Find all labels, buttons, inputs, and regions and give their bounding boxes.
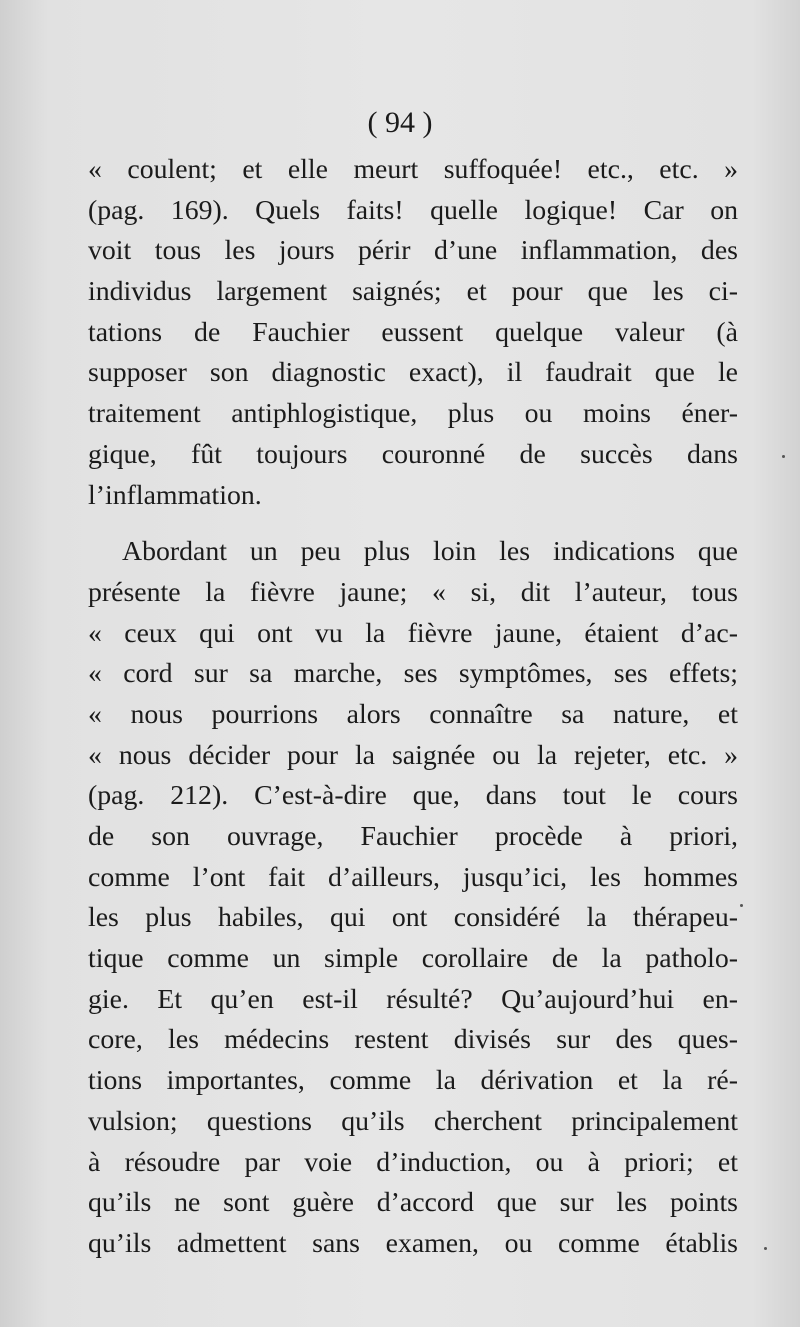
- page-number: ( 94 ): [367, 106, 433, 139]
- text-line: « coulent; et elle meurt suffoquée! etc., etc. »: [88, 154, 738, 185]
- text-line: qu’ils admettent sans examen, ou comme établis: [88, 1227, 738, 1259]
- text-line: (pag. 169). Quels faits! quelle logique! Car on: [88, 194, 738, 226]
- text-line: « cord sur sa marche, ses symptômes, ses effets;: [88, 658, 738, 690]
- text-line: « ceux qui ont vu la fièvre jaune, étaient d’ac-: [88, 617, 738, 649]
- text-line: vulsion; questions qu’ils cherchent principalement: [88, 1105, 738, 1137]
- text-line: gie. Et qu’en est-il résulté? Qu’aujourd’hui en-: [88, 983, 738, 1015]
- paper-speck: [782, 455, 785, 458]
- text-line: Abordant un peu plus loin les indications que: [122, 536, 738, 568]
- text-line: « nous décider pour la saignée ou la rejeter, etc. »: [88, 739, 738, 771]
- text-line: supposer son diagnostic exact), il faudrait que le: [88, 357, 738, 389]
- text-line: traitement antiphlogistique, plus ou moins éner-: [88, 398, 738, 430]
- text-line: gique, fût toujours couronné de succès dans: [88, 438, 738, 470]
- paragraph-gap: [88, 516, 738, 532]
- text-line: core, les médecins restent divisés sur des ques-: [88, 1024, 738, 1056]
- text-line: voit tous les jours périr d’une inflammation, des: [88, 235, 738, 267]
- body-text: [88, 150, 738, 1265]
- text-line: tations de Fauchier eussent quelque valeur (à: [88, 316, 738, 348]
- text-line: individus largement saignés; et pour que les ci-: [88, 276, 738, 308]
- text-line: comme l’ont fait d’ailleurs, jusqu’ici, les hommes: [88, 861, 738, 893]
- text-line: les plus habiles, qui ont considéré la thérapeu-: [88, 902, 738, 934]
- paper-speck: [740, 904, 743, 907]
- paper-speck: [764, 1247, 767, 1250]
- text-line: de son ouvrage, Fauchier procède à priori,: [88, 821, 738, 852]
- text-line: tions importantes, comme la dérivation et la ré-: [88, 1065, 738, 1097]
- text-line: (pag. 212). C’est-à-dire que, dans tout le cours: [88, 780, 738, 812]
- text-line: l’inflammation.: [88, 479, 262, 511]
- text-line: qu’ils ne sont guère d’accord que sur les points: [88, 1187, 738, 1219]
- text-line: à résoudre par voie d’induction, ou à priori; et: [88, 1146, 738, 1178]
- text-line: présente la fièvre jaune; « si, dit l’auteur, tous: [88, 576, 738, 608]
- text-line: tique comme un simple corollaire de la patholo-: [88, 943, 738, 975]
- text-line: « nous pourrions alors connaître sa nature, et: [88, 698, 738, 730]
